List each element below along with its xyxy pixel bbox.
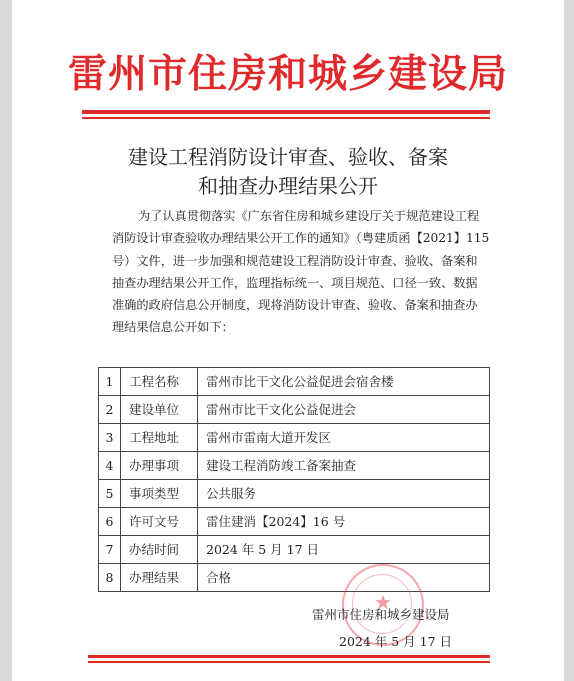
table-row xyxy=(99,396,490,424)
result-info-table xyxy=(98,367,490,592)
row-label: 办理结果 xyxy=(121,564,198,592)
row-value: 雷州市雷南大道开发区 xyxy=(198,424,490,452)
table-row xyxy=(99,368,490,396)
body-line-1: 为了认真贯彻落实《广东省住房和城乡建设厅关于规范建设工程 xyxy=(138,209,480,223)
document-title-line2: 和抽查办理结果公开 xyxy=(198,174,378,198)
org-letterhead-title: 雷州市住房和城乡建设局 xyxy=(67,51,508,97)
row-value: 公共服务 xyxy=(198,480,490,508)
table-row xyxy=(99,424,490,452)
row-number: 7 xyxy=(99,536,121,564)
document-title-line1: 建设工程消防设计审查、验收、备案 xyxy=(128,145,448,169)
body-line-5: 准确的政府信息公开制度，现将消防设计审查、验收、备案和抽查办 xyxy=(112,298,478,313)
body-line-2: 消防设计审查验收办理结果公开工作的通知》（粤建质函【2021】115 xyxy=(112,231,490,246)
row-value: 建设工程消防竣工备案抽查 xyxy=(198,452,490,480)
footer-rule-thin xyxy=(88,661,490,663)
letterhead-rule-thick xyxy=(82,110,490,114)
row-number: 1 xyxy=(99,368,121,396)
signature-org: 雷州市住房和城乡建设局 xyxy=(312,607,450,622)
body-line-3: 号）文件，进一步加强和规范建设工程消防设计审查、验收、备案和 xyxy=(112,253,478,268)
row-value: 雷州市比干文化公益促进会宿舍楼 xyxy=(198,368,490,396)
row-number: 5 xyxy=(99,480,121,508)
signature-date: 2024 年 5 月 17 日 xyxy=(339,634,453,649)
row-number: 2 xyxy=(99,396,121,424)
row-number: 6 xyxy=(99,508,121,536)
row-number: 8 xyxy=(99,564,121,592)
table-row xyxy=(99,564,490,592)
footer-rule-thick xyxy=(88,655,490,658)
row-number: 4 xyxy=(99,452,121,480)
letterhead-rule-thin xyxy=(82,117,490,119)
row-label: 工程地址 xyxy=(121,424,198,452)
row-label: 工程名称 xyxy=(121,368,198,396)
row-value: 雷州市比干文化公益促进会 xyxy=(198,396,490,424)
row-number: 3 xyxy=(99,424,121,452)
table-row xyxy=(99,508,490,536)
table-row xyxy=(99,536,490,564)
row-label: 办理事项 xyxy=(121,452,198,480)
body-paragraph xyxy=(112,205,490,339)
row-label: 许可文号 xyxy=(121,508,198,536)
table-row xyxy=(99,480,490,508)
row-value: 2024 年 5 月 17 日 xyxy=(198,536,490,564)
table-row xyxy=(99,452,490,480)
row-value: 雷住建消【2024】16 号 xyxy=(198,508,490,536)
row-value: 合格 xyxy=(198,564,490,592)
seal-star-icon: ★ xyxy=(374,590,392,614)
row-label: 建设单位 xyxy=(121,396,198,424)
row-label: 办结时间 xyxy=(121,536,198,564)
document-page xyxy=(12,0,564,681)
body-line-4: 抽查办理结果公开工作，监理指标统一、项目规范、口径一致、数据 xyxy=(112,275,478,290)
body-line-6: 理结果信息公开如下： xyxy=(112,320,234,335)
row-label: 事项类型 xyxy=(121,480,198,508)
